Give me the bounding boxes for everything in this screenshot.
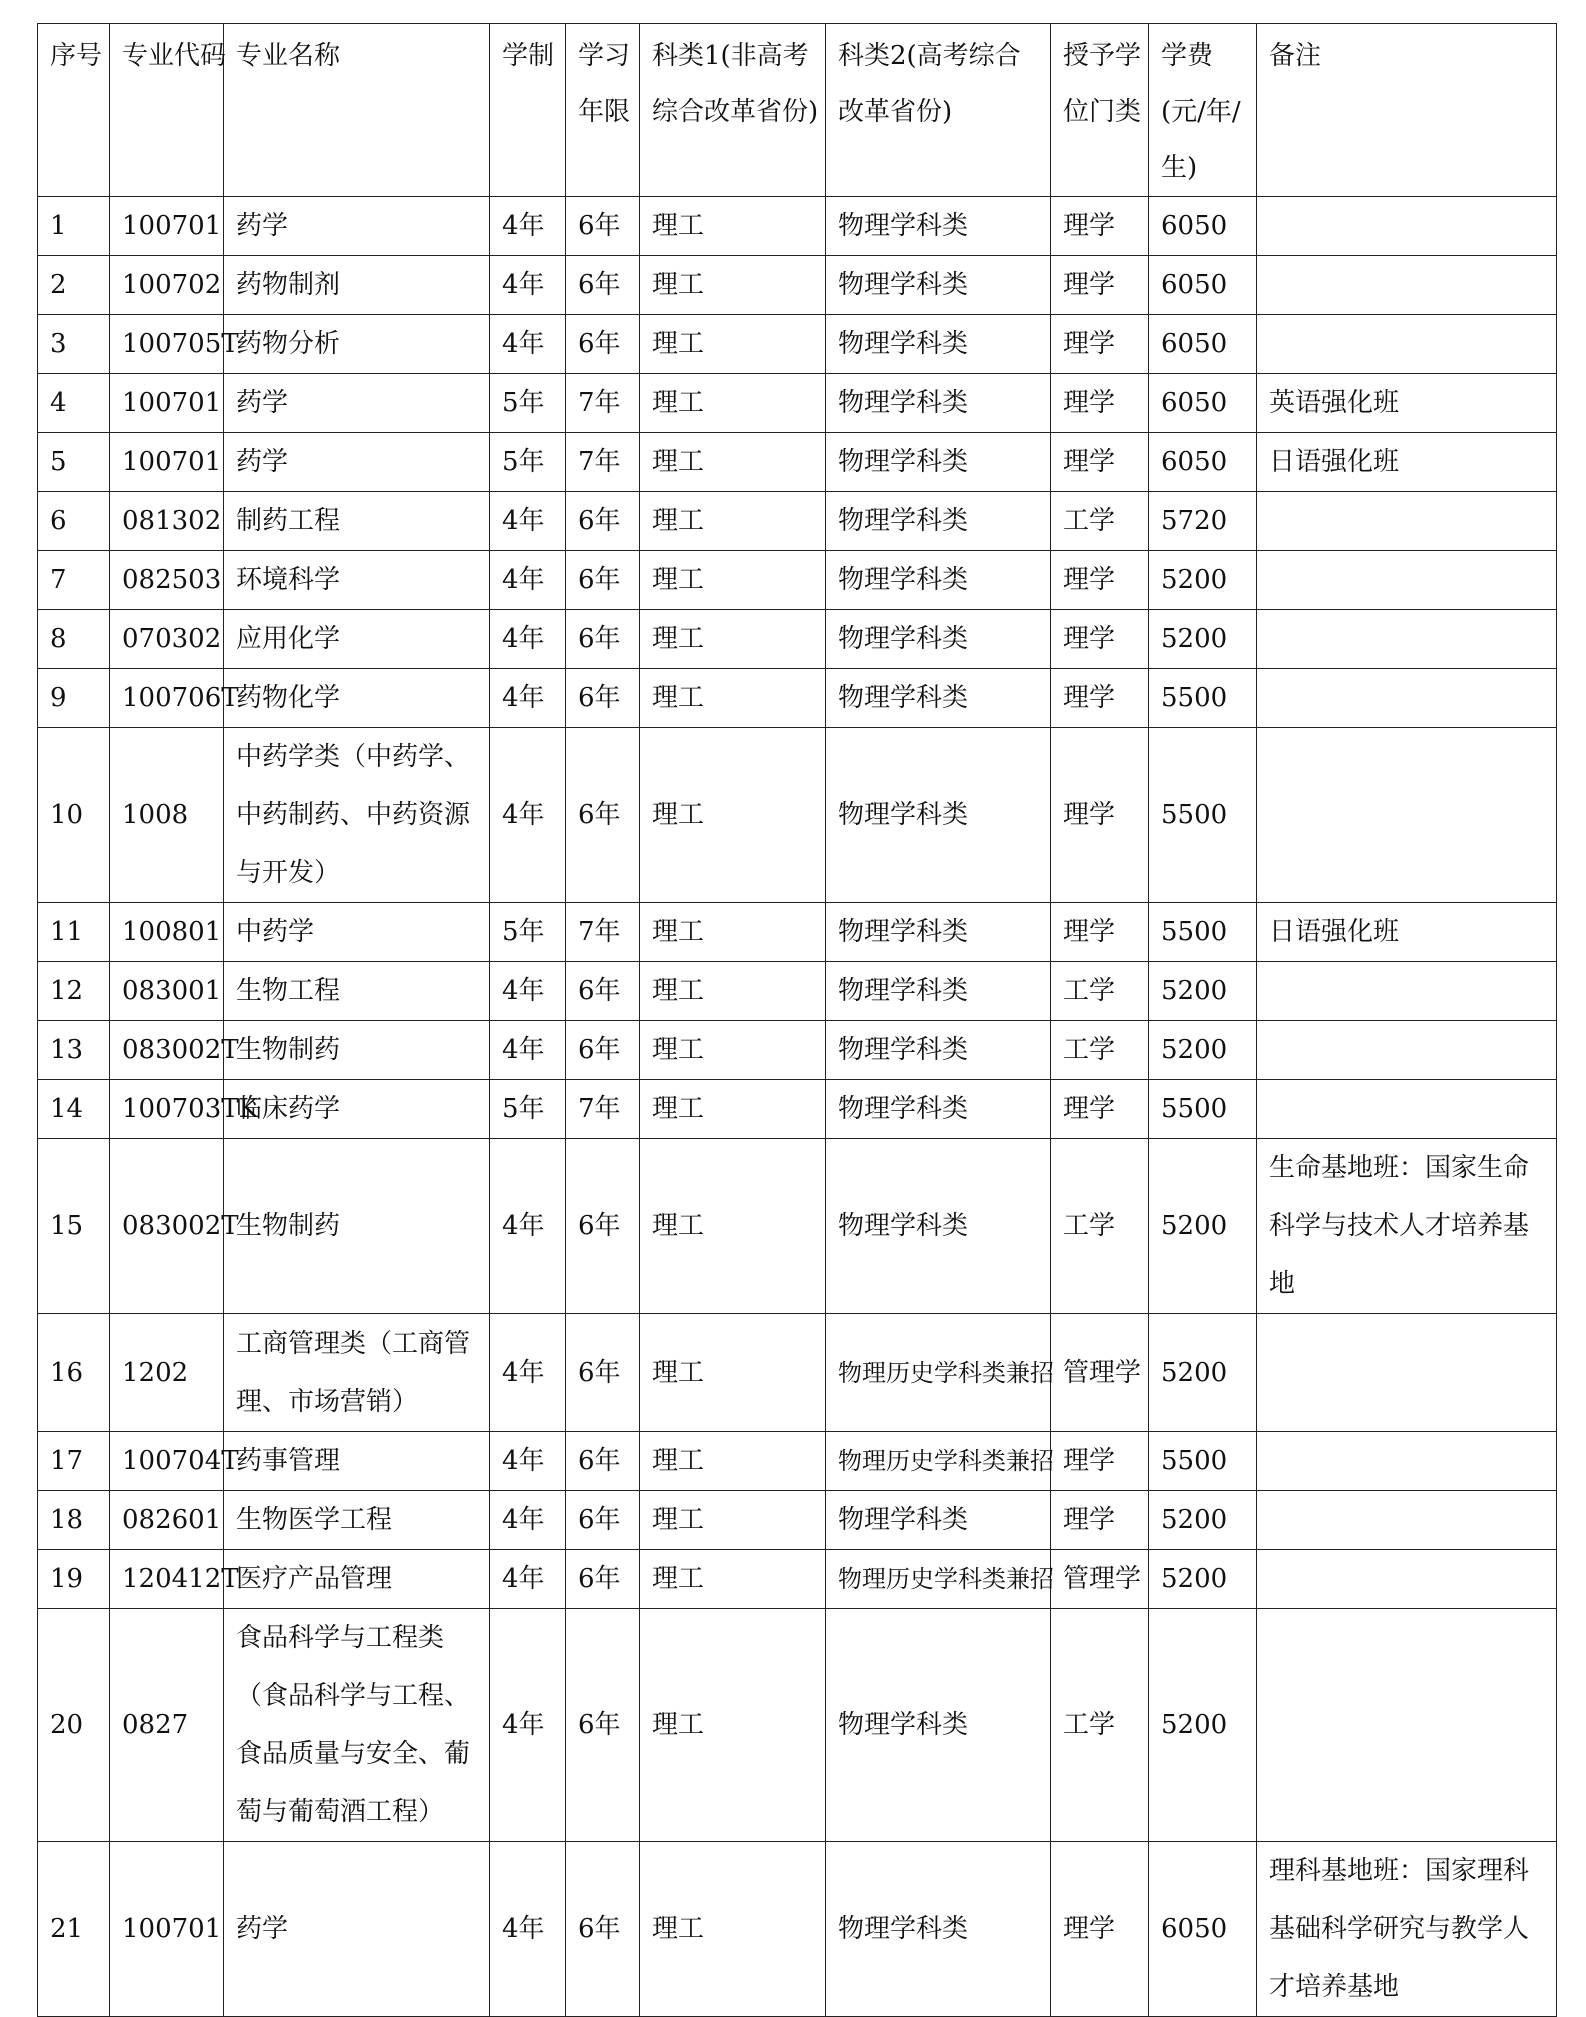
header-note: 备注 (1257, 24, 1557, 197)
cell-cat2: 物理学科类 (826, 551, 1051, 610)
cell-cat1: 理工 (640, 433, 826, 492)
cell-cat1: 理工 (640, 1432, 826, 1491)
cell-name: 药物分析 (224, 315, 490, 374)
cell-system: 4年 (490, 1314, 566, 1432)
cell-name: 药学 (224, 374, 490, 433)
cell-limit: 6年 (566, 1314, 640, 1432)
cell-degree: 理学 (1051, 610, 1149, 669)
cell-name: 临床药学 (224, 1080, 490, 1139)
header-fee: 学费(元/年/生) (1149, 24, 1257, 197)
cell-note (1257, 1314, 1557, 1432)
cell-system: 4年 (490, 1609, 566, 1842)
cell-system: 4年 (490, 1842, 566, 2017)
cell-fee: 5200 (1149, 1491, 1257, 1550)
cell-name: 药学 (224, 197, 490, 256)
cell-cat2: 物理学科类 (826, 315, 1051, 374)
cell-name: 制药工程 (224, 492, 490, 551)
cell-cat1: 理工 (640, 669, 826, 728)
cell-degree: 工学 (1051, 962, 1149, 1021)
cell-code: 100701 (110, 197, 224, 256)
cell-degree: 工学 (1051, 1609, 1149, 1842)
table-row (38, 551, 1557, 610)
cell-degree: 工学 (1051, 492, 1149, 551)
cell-seq: 16 (38, 1314, 110, 1432)
header-cat2: 科类2(高考综合改革省份) (826, 24, 1051, 197)
cell-seq: 7 (38, 551, 110, 610)
cell-cat2: 物理学科类 (826, 1609, 1051, 1842)
cell-fee: 5500 (1149, 728, 1257, 903)
cell-note (1257, 1550, 1557, 1609)
cell-degree: 理学 (1051, 256, 1149, 315)
table-header-row (38, 24, 1557, 197)
cell-name: 食品科学与工程类（食品科学与工程、食品质量与安全、葡萄与葡萄酒工程） (224, 1609, 490, 1842)
cell-seq: 10 (38, 728, 110, 903)
cell-name: 药物化学 (224, 669, 490, 728)
cell-note (1257, 728, 1557, 903)
cell-cat1: 理工 (640, 1842, 826, 2017)
cell-limit: 7年 (566, 1080, 640, 1139)
cell-note: 英语强化班 (1257, 374, 1557, 433)
cell-degree: 理学 (1051, 197, 1149, 256)
cell-code: 100701 (110, 1842, 224, 2017)
cell-cat2: 物理学科类 (826, 962, 1051, 1021)
cell-limit: 7年 (566, 903, 640, 962)
cell-limit: 6年 (566, 1842, 640, 2017)
cell-cat2: 物理学科类 (826, 197, 1051, 256)
cell-cat1: 理工 (640, 610, 826, 669)
cell-note (1257, 669, 1557, 728)
cell-system: 5年 (490, 433, 566, 492)
cell-seq: 6 (38, 492, 110, 551)
cell-cat1: 理工 (640, 1314, 826, 1432)
cell-system: 4年 (490, 492, 566, 551)
cell-seq: 15 (38, 1139, 110, 1314)
cell-fee: 5200 (1149, 962, 1257, 1021)
header-seq: 序号 (38, 24, 110, 197)
cell-name: 药学 (224, 1842, 490, 2017)
cell-limit: 7年 (566, 374, 640, 433)
cell-name: 生物制药 (224, 1139, 490, 1314)
cell-name: 生物制药 (224, 1021, 490, 1080)
cell-fee: 6050 (1149, 315, 1257, 374)
cell-code: 070302 (110, 610, 224, 669)
table-row (38, 669, 1557, 728)
cell-cat1: 理工 (640, 962, 826, 1021)
cell-name: 中药学类（中药学、中药制药、中药资源与开发） (224, 728, 490, 903)
table-row (38, 374, 1557, 433)
cell-system: 4年 (490, 551, 566, 610)
cell-code: 081302 (110, 492, 224, 551)
cell-seq: 14 (38, 1080, 110, 1139)
cell-limit: 6年 (566, 728, 640, 903)
cell-cat1: 理工 (640, 1550, 826, 1609)
header-system: 学制 (490, 24, 566, 197)
cell-code: 100704T (110, 1432, 224, 1491)
cell-name: 药学 (224, 433, 490, 492)
cell-degree: 理学 (1051, 315, 1149, 374)
cell-code: 100701 (110, 433, 224, 492)
cell-fee: 6050 (1149, 256, 1257, 315)
cell-seq: 5 (38, 433, 110, 492)
cell-cat2: 物理学科类 (826, 903, 1051, 962)
cell-note (1257, 962, 1557, 1021)
cell-note (1257, 1080, 1557, 1139)
cell-code: 100703TK (110, 1080, 224, 1139)
cell-cat1: 理工 (640, 1139, 826, 1314)
table-row (38, 256, 1557, 315)
cell-name: 环境科学 (224, 551, 490, 610)
cell-limit: 6年 (566, 1550, 640, 1609)
cell-fee: 5500 (1149, 903, 1257, 962)
cell-seq: 12 (38, 962, 110, 1021)
table-row (38, 315, 1557, 374)
cell-name: 生物医学工程 (224, 1491, 490, 1550)
cell-degree: 理学 (1051, 669, 1149, 728)
cell-cat2: 物理学科类 (826, 1139, 1051, 1314)
header-code: 专业代码 (110, 24, 224, 197)
cell-degree: 理学 (1051, 1432, 1149, 1491)
cell-note: 生命基地班：国家生命科学与技术人才培养基地 (1257, 1139, 1557, 1314)
cell-limit: 6年 (566, 256, 640, 315)
table-row (38, 903, 1557, 962)
cell-code: 120412T (110, 1550, 224, 1609)
cell-seq: 9 (38, 669, 110, 728)
cell-fee: 5500 (1149, 1080, 1257, 1139)
cell-degree: 工学 (1051, 1021, 1149, 1080)
cell-degree: 理学 (1051, 1842, 1149, 2017)
cell-cat2: 物理学科类 (826, 492, 1051, 551)
cell-name: 工商管理类（工商管理、市场营销） (224, 1314, 490, 1432)
cell-system: 4年 (490, 610, 566, 669)
cell-code: 1008 (110, 728, 224, 903)
table-row (38, 1842, 1557, 2017)
table-row (38, 492, 1557, 551)
header-cat1: 科类1(非高考综合改革省份) (640, 24, 826, 197)
cell-note (1257, 610, 1557, 669)
cell-cat1: 理工 (640, 1491, 826, 1550)
cell-system: 5年 (490, 1080, 566, 1139)
cell-system: 4年 (490, 1491, 566, 1550)
cell-cat1: 理工 (640, 728, 826, 903)
cell-name: 生物工程 (224, 962, 490, 1021)
cell-name: 医疗产品管理 (224, 1550, 490, 1609)
cell-limit: 6年 (566, 1021, 640, 1080)
cell-cat2: 物理学科类 (826, 433, 1051, 492)
cell-cat1: 理工 (640, 374, 826, 433)
cell-name: 药事管理 (224, 1432, 490, 1491)
cell-note (1257, 1432, 1557, 1491)
cell-system: 4年 (490, 1021, 566, 1080)
cell-cat2: 物理学科类 (826, 610, 1051, 669)
cell-degree: 理学 (1051, 551, 1149, 610)
cell-seq: 11 (38, 903, 110, 962)
cell-code: 1202 (110, 1314, 224, 1432)
cell-seq: 21 (38, 1842, 110, 2017)
cell-cat1: 理工 (640, 492, 826, 551)
cell-fee: 5200 (1149, 1139, 1257, 1314)
cell-limit: 6年 (566, 492, 640, 551)
cell-name: 中药学 (224, 903, 490, 962)
cell-note: 日语强化班 (1257, 903, 1557, 962)
cell-cat2: 物理学科类 (826, 728, 1051, 903)
header-limit: 学习年限 (566, 24, 640, 197)
cell-note: 理科基地班：国家理科基础科学研究与教学人才培养基地 (1257, 1842, 1557, 2017)
cell-fee: 6050 (1149, 197, 1257, 256)
table-row (38, 1432, 1557, 1491)
cell-cat2: 物理学科类 (826, 1491, 1051, 1550)
cell-cat1: 理工 (640, 256, 826, 315)
table-row (38, 433, 1557, 492)
cell-degree: 理学 (1051, 374, 1149, 433)
cell-fee: 6050 (1149, 374, 1257, 433)
cell-cat1: 理工 (640, 1080, 826, 1139)
cell-note (1257, 551, 1557, 610)
table-row (38, 962, 1557, 1021)
cell-cat2: 物理学科类 (826, 1080, 1051, 1139)
cell-cat1: 理工 (640, 315, 826, 374)
cell-fee: 5500 (1149, 1432, 1257, 1491)
cell-code: 100701 (110, 374, 224, 433)
cell-degree: 工学 (1051, 1139, 1149, 1314)
cell-system: 4年 (490, 197, 566, 256)
cell-degree: 管理学 (1051, 1550, 1149, 1609)
cell-system: 4年 (490, 1432, 566, 1491)
cell-cat1: 理工 (640, 903, 826, 962)
cell-note (1257, 315, 1557, 374)
table-row (38, 1314, 1557, 1432)
cell-code: 100702 (110, 256, 224, 315)
table-row (38, 1080, 1557, 1139)
cell-limit: 6年 (566, 1609, 640, 1842)
cell-cat2: 物理历史学科类兼招 (826, 1432, 1051, 1491)
cell-cat2: 物理历史学科类兼招 (826, 1314, 1051, 1432)
cell-note (1257, 1609, 1557, 1842)
cell-limit: 6年 (566, 551, 640, 610)
cell-seq: 8 (38, 610, 110, 669)
cell-seq: 3 (38, 315, 110, 374)
cell-seq: 4 (38, 374, 110, 433)
cell-note (1257, 1491, 1557, 1550)
cell-cat2: 物理学科类 (826, 256, 1051, 315)
cell-fee: 5200 (1149, 1609, 1257, 1842)
cell-system: 4年 (490, 669, 566, 728)
cell-limit: 6年 (566, 197, 640, 256)
cell-code: 100706T (110, 669, 224, 728)
cell-note: 日语强化班 (1257, 433, 1557, 492)
header-degree: 授予学位门类 (1051, 24, 1149, 197)
cell-degree: 管理学 (1051, 1314, 1149, 1432)
cell-fee: 5200 (1149, 610, 1257, 669)
cell-degree: 理学 (1051, 903, 1149, 962)
cell-code: 083002T (110, 1021, 224, 1080)
cell-seq: 18 (38, 1491, 110, 1550)
cell-fee: 5200 (1149, 551, 1257, 610)
cell-note (1257, 197, 1557, 256)
cell-code: 100801 (110, 903, 224, 962)
cell-name: 药物制剂 (224, 256, 490, 315)
cell-fee: 6050 (1149, 1842, 1257, 2017)
cell-code: 082601 (110, 1491, 224, 1550)
cell-limit: 6年 (566, 1432, 640, 1491)
cell-system: 4年 (490, 962, 566, 1021)
cell-degree: 理学 (1051, 1080, 1149, 1139)
cell-seq: 17 (38, 1432, 110, 1491)
table-row (38, 1021, 1557, 1080)
cell-code: 082503 (110, 551, 224, 610)
cell-fee: 5720 (1149, 492, 1257, 551)
program-table (37, 23, 1557, 2017)
cell-system: 4年 (490, 315, 566, 374)
cell-cat2: 物理学科类 (826, 669, 1051, 728)
cell-seq: 1 (38, 197, 110, 256)
table-row (38, 728, 1557, 903)
cell-cat1: 理工 (640, 197, 826, 256)
cell-degree: 理学 (1051, 433, 1149, 492)
cell-cat2: 物理学科类 (826, 1842, 1051, 2017)
header-name: 专业名称 (224, 24, 490, 197)
cell-cat1: 理工 (640, 1609, 826, 1842)
cell-limit: 6年 (566, 669, 640, 728)
table-row (38, 197, 1557, 256)
cell-limit: 6年 (566, 1491, 640, 1550)
cell-code: 100705T (110, 315, 224, 374)
cell-system: 4年 (490, 256, 566, 315)
table-row (38, 610, 1557, 669)
cell-seq: 19 (38, 1550, 110, 1609)
cell-note (1257, 492, 1557, 551)
cell-cat1: 理工 (640, 551, 826, 610)
table-row (38, 1550, 1557, 1609)
cell-fee: 5200 (1149, 1021, 1257, 1080)
cell-degree: 理学 (1051, 1491, 1149, 1550)
cell-degree: 理学 (1051, 728, 1149, 903)
cell-cat2: 物理学科类 (826, 1021, 1051, 1080)
cell-system: 5年 (490, 903, 566, 962)
cell-code: 083002T (110, 1139, 224, 1314)
cell-limit: 7年 (566, 433, 640, 492)
table-row (38, 1609, 1557, 1842)
cell-fee: 5200 (1149, 1550, 1257, 1609)
cell-limit: 6年 (566, 1139, 640, 1314)
cell-limit: 6年 (566, 610, 640, 669)
cell-name: 应用化学 (224, 610, 490, 669)
cell-fee: 6050 (1149, 433, 1257, 492)
cell-system: 5年 (490, 374, 566, 433)
table-row (38, 1491, 1557, 1550)
cell-seq: 2 (38, 256, 110, 315)
cell-seq: 13 (38, 1021, 110, 1080)
cell-cat2: 物理历史学科类兼招 (826, 1550, 1051, 1609)
cell-system: 4年 (490, 1139, 566, 1314)
cell-seq: 20 (38, 1609, 110, 1842)
cell-system: 4年 (490, 728, 566, 903)
cell-limit: 6年 (566, 315, 640, 374)
table-row (38, 1139, 1557, 1314)
cell-fee: 5200 (1149, 1314, 1257, 1432)
cell-system: 4年 (490, 1550, 566, 1609)
cell-code: 0827 (110, 1609, 224, 1842)
cell-limit: 6年 (566, 962, 640, 1021)
cell-note (1257, 256, 1557, 315)
cell-cat1: 理工 (640, 1021, 826, 1080)
cell-cat2: 物理学科类 (826, 374, 1051, 433)
cell-code: 083001 (110, 962, 224, 1021)
cell-fee: 5500 (1149, 669, 1257, 728)
cell-note (1257, 1021, 1557, 1080)
